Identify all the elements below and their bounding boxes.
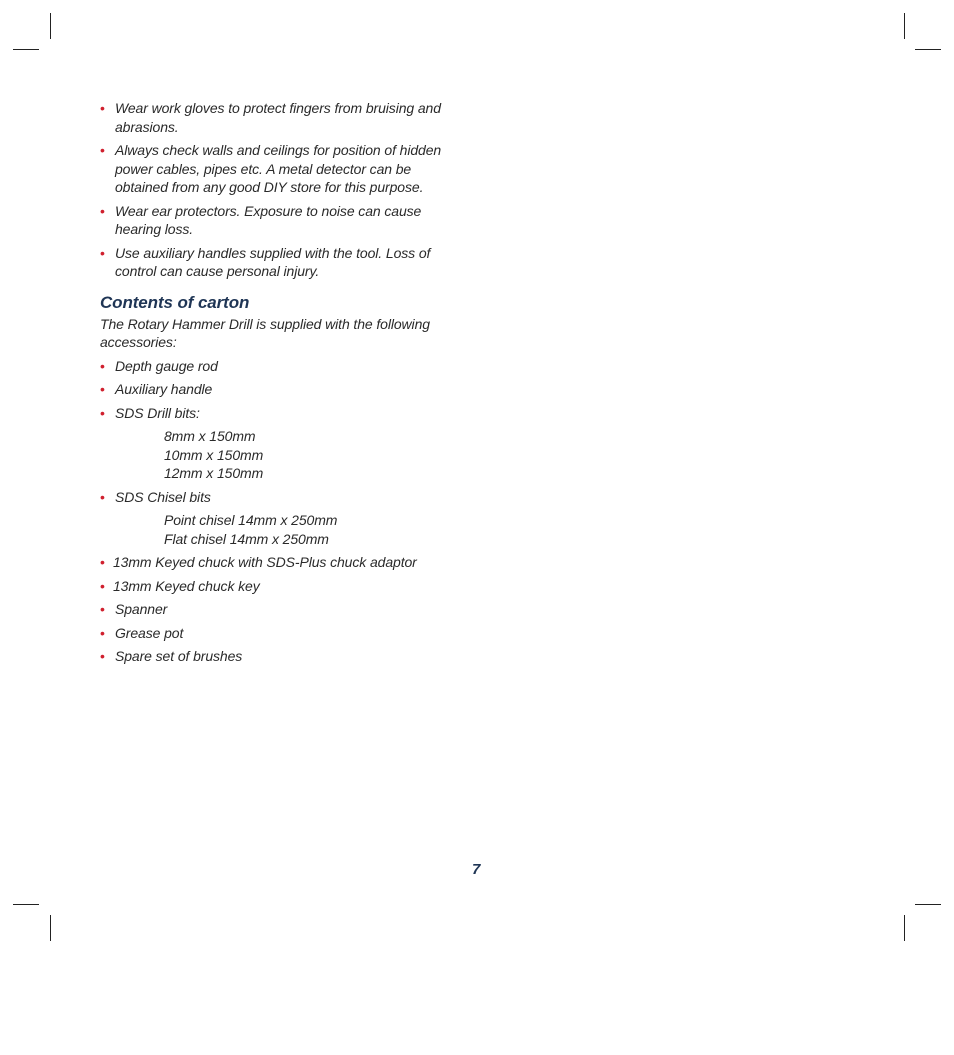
bullet-icon: • [100,577,105,594]
bullet-icon: • [100,357,105,374]
item-text: Spanner [115,601,168,617]
bullet-icon: • [100,624,105,641]
bullet-icon: • [100,488,105,505]
bullet-icon: • [100,202,105,219]
safety-text: Wear work gloves to protect fingers from bruising and abrasions. [115,100,441,135]
list-item [100,244,460,281]
section-intro: The Rotary Hammer Drill is supplied with the following accessories: [100,315,430,350]
list-item [100,99,460,136]
bullet-icon: • [100,404,105,421]
crop-mark [50,915,51,941]
crop-mark [915,904,941,905]
list-item [100,380,460,399]
chisel-sizes [100,511,460,548]
sub-item: 10mm x 150mm [164,446,264,463]
crop-mark [915,49,941,50]
sub-item: Point chisel 14mm x 250mm [164,512,338,528]
bullet-icon: • [100,244,105,261]
crop-mark [50,13,51,39]
safety-text: Use auxiliary handles supplied with the tool. Loss of control can cause personal injury. [115,244,431,279]
crop-mark [904,13,905,39]
item-text: 13mm Keyed chuck key [113,577,260,594]
bullet-icon: • [100,100,105,116]
list-item [100,404,460,423]
list-item [100,357,460,376]
section-heading: Contents of carton [100,292,250,312]
list-item [100,600,460,619]
page-content [100,99,460,671]
safety-text: Wear ear protectors. Exposure to noise can cause hearing loss. [115,202,422,237]
item-text: 13mm Keyed chuck with SDS-Plus chuck adaptor [113,554,417,570]
crop-mark [13,904,39,905]
sub-item: 12mm x 150mm [164,465,264,481]
crop-mark [13,49,39,50]
bullet-icon: • [100,601,105,617]
bullet-icon: • [100,554,105,570]
item-text: Auxiliary handle [115,381,213,397]
bullet-icon: • [100,142,105,158]
item-text: SDS Chisel bits [115,488,211,505]
item-text: Depth gauge rod [115,357,218,374]
list-item [100,141,460,197]
sub-item: 8mm x 150mm [164,428,256,444]
item-text: Grease pot [115,624,184,641]
list-item [100,488,460,507]
item-text: SDS Drill bits: [115,404,200,421]
page-number: 7 [472,861,481,878]
list-item [100,624,460,643]
bullet-icon: • [100,648,105,664]
item-text: Spare set of brushes [115,648,243,664]
bullet-icon: • [100,381,105,397]
crop-mark [904,915,905,941]
safety-text: Always check walls and ceilings for position of hidden power cables, pipes etc. A metal detector can be obtained from any good DIY store for this purpose. [115,142,442,195]
list-item [100,202,460,239]
drill-bit-sizes [100,427,460,483]
list-item [100,553,460,572]
list-item [100,577,460,596]
list-item [100,647,460,666]
sub-item: Flat chisel 14mm x 250mm [164,530,329,547]
